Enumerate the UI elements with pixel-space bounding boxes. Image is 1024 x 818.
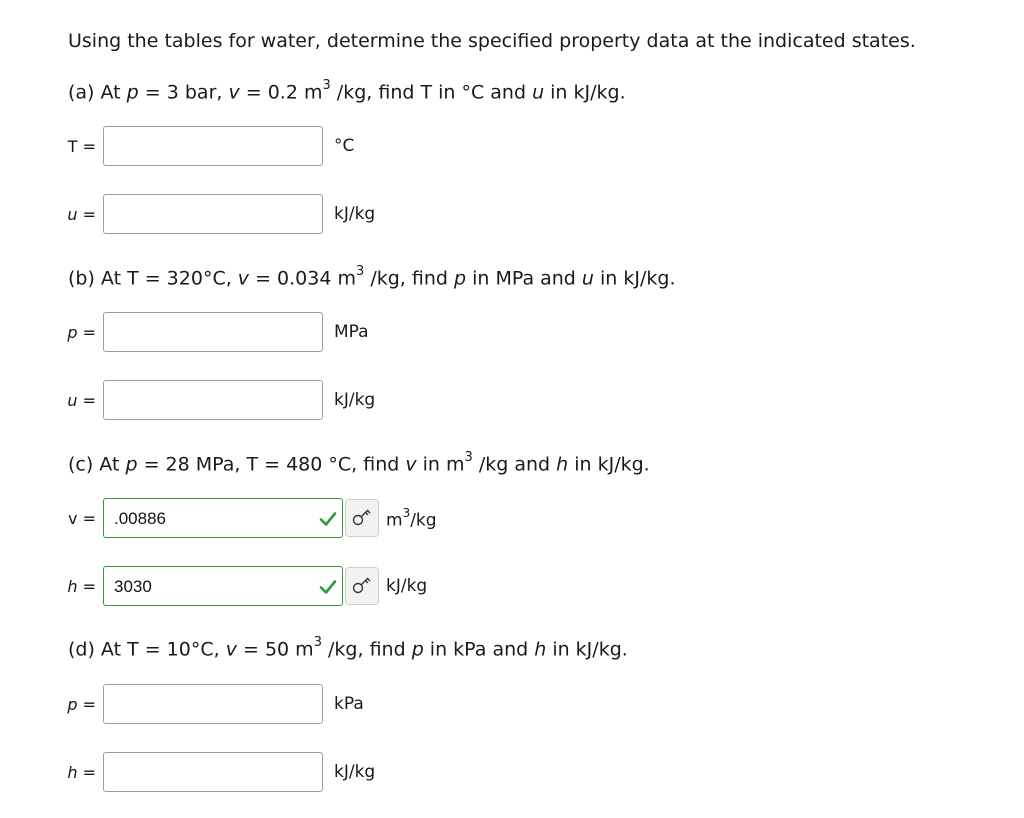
answer-input-a-u[interactable] [103,194,323,234]
key-button-c-h[interactable] [345,567,379,605]
field-label-d-h: h = [67,763,96,782]
unit-b-u: kJ/kg [334,390,376,410]
question-b: (b) At T = 320°C, v = 0.034 $m^3$ /kg, find p in MPa and u in kJ/kg. [68,264,676,290]
unit-b-p: MPa [334,322,369,342]
checkmark-icon [318,509,338,529]
field-label-c-h: h = [67,577,96,596]
field-label-a-T: T = [67,137,96,156]
unit-c-h: kJ/kg [386,576,428,596]
unit-a-u: kJ/kg [334,204,376,224]
answer-input-d-h[interactable] [103,752,323,792]
answer-input-c-v[interactable]: .00886 [103,498,343,538]
unit-d-h: kJ/kg [334,762,376,782]
field-label-b-u: u = [67,391,96,410]
answer-input-b-u[interactable] [103,380,323,420]
key-icon [346,568,378,604]
field-label-a-u: u = [67,205,96,224]
unit-a-T: °C [334,136,355,156]
question-d: (d) At T = 10°C, v = 50 $m^3$ /kg, find p in kPa and h in kJ/kg. [68,635,628,661]
key-button-c-v[interactable] [345,499,379,537]
field-label-c-v: v = [68,509,96,528]
answer-input-b-p[interactable] [103,312,323,352]
checkmark-icon [318,577,338,597]
field-label-b-p: p = [67,323,96,342]
unit-d-p: kPa [334,694,364,714]
answer-input-a-T[interactable] [103,126,323,166]
question-c: (c) At p = 28 MPa, T = 480 °C, find v in $m^3$ /kg and h in kJ/kg. [68,450,650,476]
field-label-d-p: p = [67,695,96,714]
key-icon [346,500,378,536]
unit-c-v: $m^3/kg$ [386,506,437,531]
answer-input-c-h[interactable]: 3030 [103,566,343,606]
question-a: (a) At p = 3 bar, v = 0.2 $m^3$ /kg, find T in °C and u in kJ/kg. [68,78,626,104]
instructions: Using the tables for water, determine the specified property data at the indicated states. [68,30,916,52]
answer-input-d-p[interactable] [103,684,323,724]
